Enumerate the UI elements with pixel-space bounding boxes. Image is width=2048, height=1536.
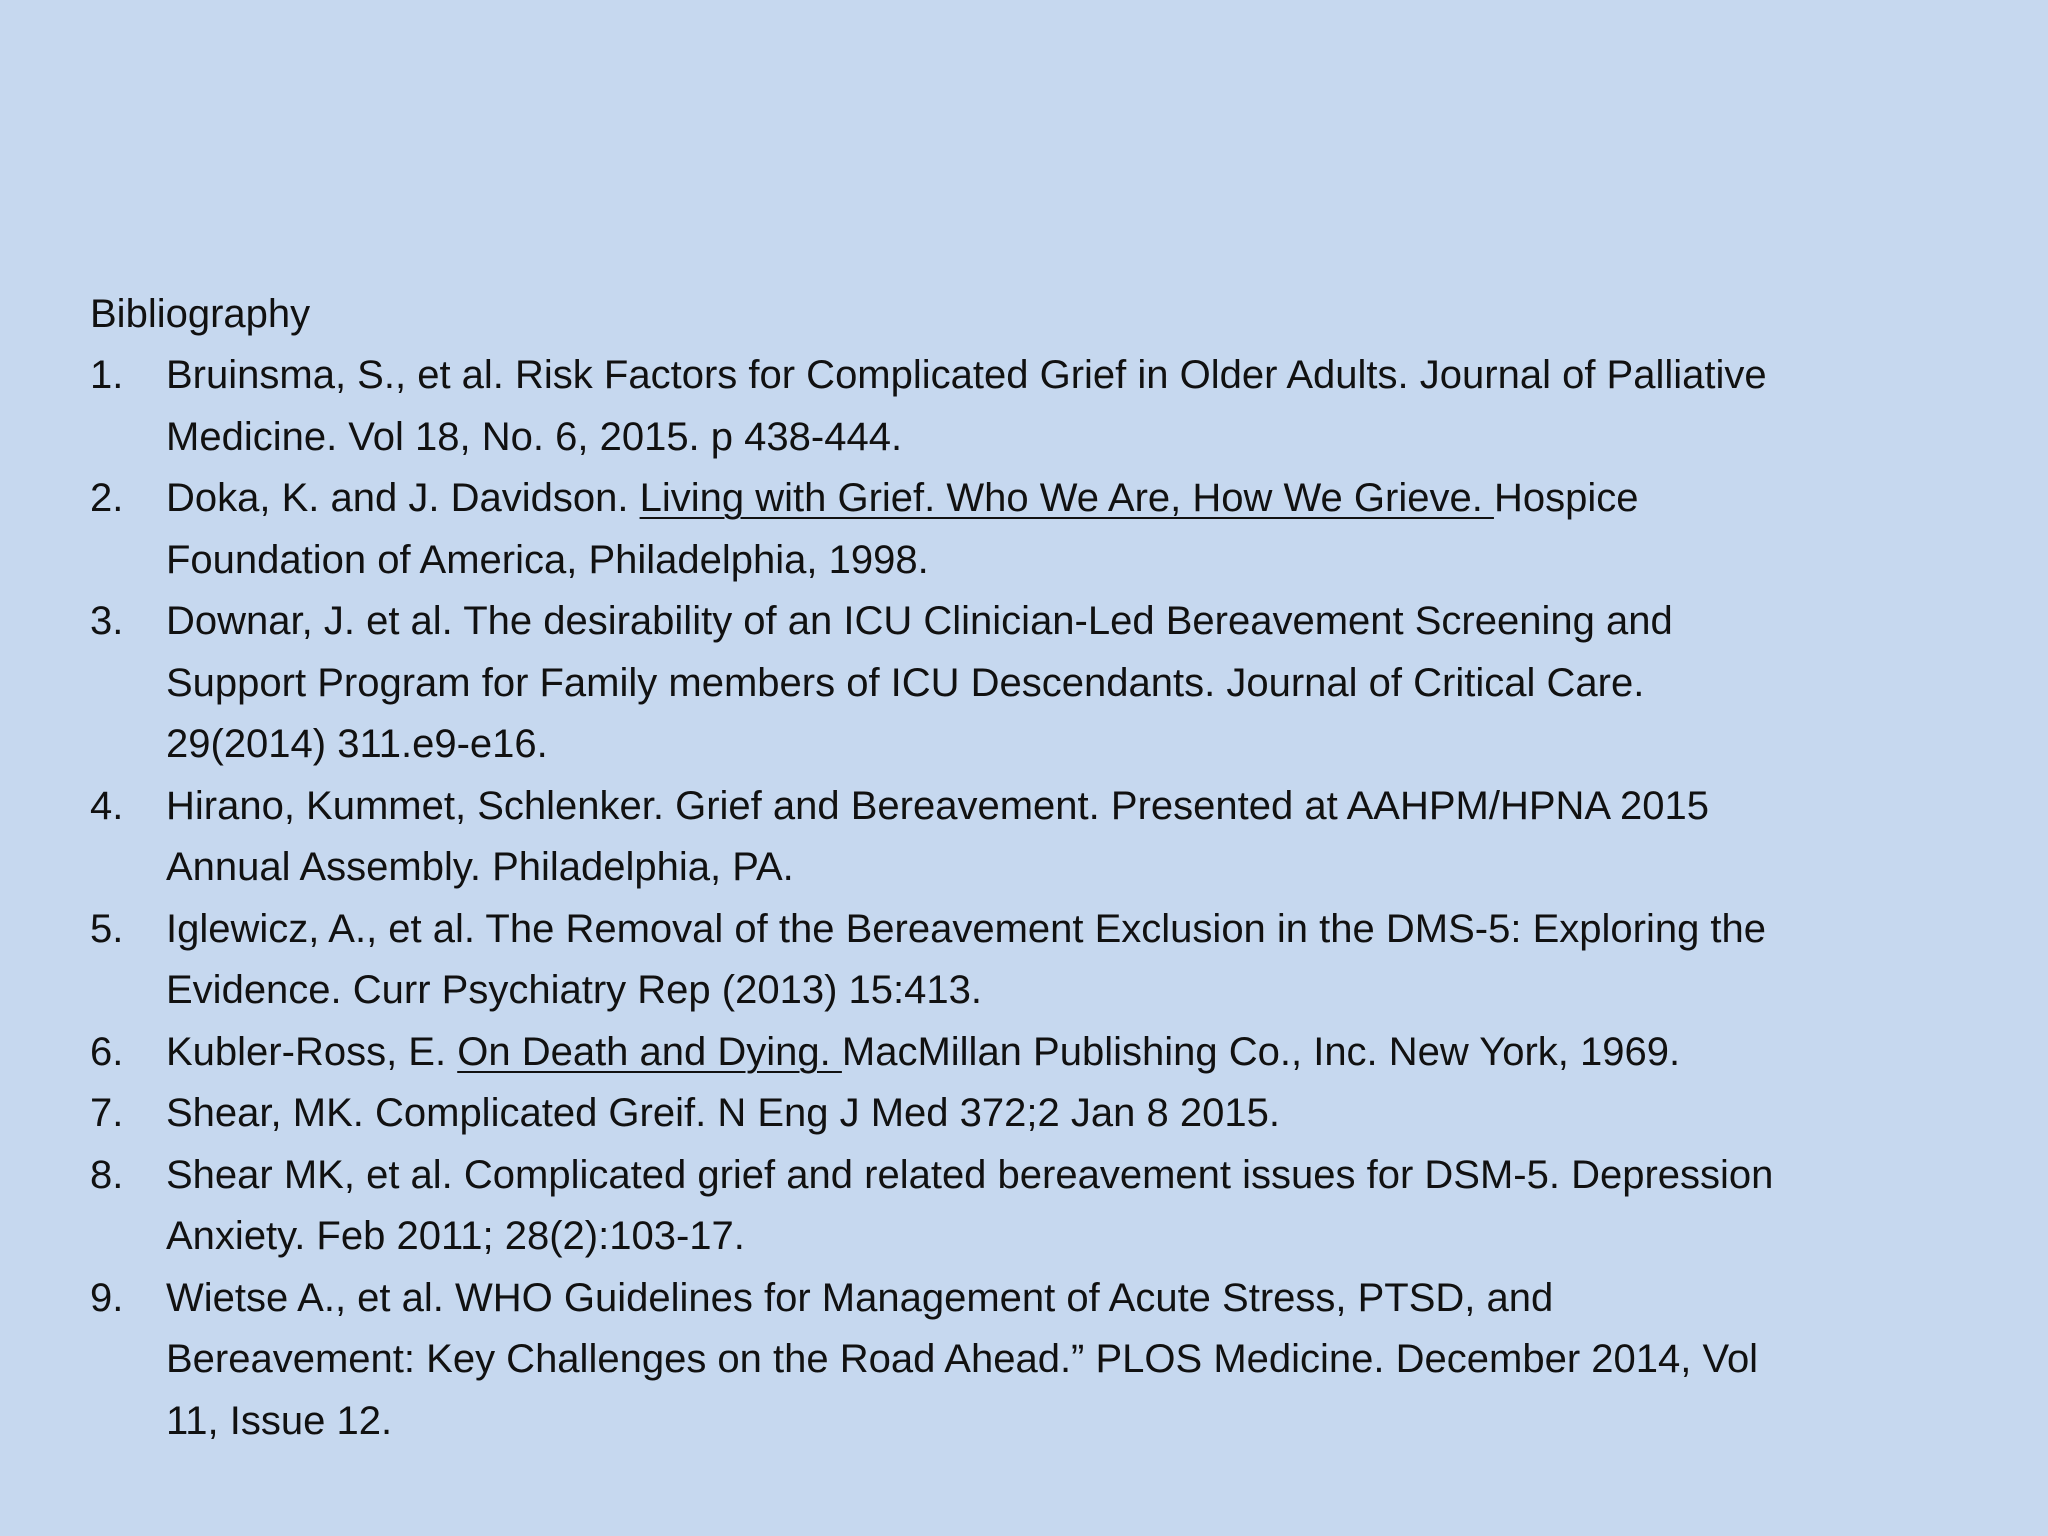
reference-line [166, 1329, 2030, 1391]
reference-item [90, 776, 2030, 899]
reference-item [90, 1083, 2030, 1145]
reference-line [166, 837, 2030, 899]
reference-line [166, 407, 2030, 469]
reference-text: 29(2014) 311.e9-e16. [166, 722, 548, 766]
reference-item [90, 468, 2030, 591]
reference-text: Doka, K. and J. Davidson. [166, 476, 640, 520]
reference-text: Iglewicz, A., et al. The Removal of the Bereavement Exclusion in the DMS-5: Exploring the [166, 906, 1767, 951]
reference-item [90, 1145, 2030, 1268]
reference-text: Bereavement: Key Challenges on the Road Ahead.” PLOS Medicine. December 2014, Vol [166, 1337, 1759, 1381]
reference-number: 4. [90, 783, 124, 828]
reference-text: Hospice [1493, 476, 1639, 520]
reference-text: Support Program for Family members of ICU Descendants. Journal of Critical Care. [166, 660, 1645, 705]
reference-text: Kubler-Ross, E. [166, 1029, 458, 1074]
reference-number: 5. [90, 906, 124, 951]
reference-book-title: On Death and Dying. [457, 1029, 842, 1074]
bibliography-content [90, 283, 2030, 1452]
reference-line [166, 1391, 2030, 1453]
reference-text: Hirano, Kummet, Schlenker. Grief and Bereavement. Presented at AAHPM/HPNA 2015 [166, 783, 1709, 828]
reference-text: Shear, MK. Complicated Greif. N Eng J Med 372;2 Jan 8 2015. [166, 1091, 1280, 1135]
reference-text: Evidence. Curr Psychiatry Rep (2013) 15:413. [166, 968, 982, 1012]
reference-line [166, 530, 2030, 592]
reference-text: Medicine. Vol 18, No. 6, 2015. p 438-444. [166, 414, 903, 459]
reference-item [90, 1268, 2030, 1453]
reference-number: 9. [90, 1275, 124, 1320]
reference-number: 8. [90, 1152, 124, 1197]
bibliography-heading: Bibliography [90, 292, 311, 336]
reference-line [166, 1268, 2030, 1330]
reference-text: Wietse A., et al. WHO Guidelines for Management of Acute Stress, PTSD, and [166, 1275, 1554, 1320]
reference-line [166, 1083, 2030, 1145]
reference-line [166, 776, 2030, 838]
reference-list [90, 345, 2030, 1452]
reference-line [166, 1145, 2030, 1207]
reference-number: 3. [90, 599, 124, 643]
reference-item [90, 591, 2030, 776]
reference-number: 6. [90, 1029, 124, 1074]
reference-item [90, 899, 2030, 1022]
reference-number: 7. [90, 1091, 124, 1135]
reference-number: 1. [90, 353, 124, 397]
reference-line [166, 714, 2030, 776]
reference-line [166, 1206, 2030, 1268]
reference-line [166, 468, 2030, 530]
reference-text: Bruinsma, S., et al. Risk Factors for Complicated Grief in Older Adults. Journal of Palliative [166, 353, 1767, 397]
reference-text: Downar, J. et al. The desirability of an ICU Clinician-Led Bereavement Screening and [166, 599, 1673, 643]
reference-number: 2. [90, 476, 124, 520]
reference-text: Foundation of America, Philadelphia, 1998. [166, 537, 929, 582]
reference-item [90, 345, 2030, 468]
reference-text: Shear MK, et al. Complicated grief and related bereavement issues for DSM-5. Depression [166, 1152, 1774, 1197]
reference-text: Anxiety. Feb 2011; 28(2):103-17. [166, 1214, 745, 1258]
reference-book-title: Living with Grief. Who We Are, How We Grieve. [639, 476, 1494, 520]
reference-text: Annual Assembly. Philadelphia, PA. [166, 845, 794, 889]
reference-line [166, 345, 2030, 407]
reference-line [166, 1022, 2030, 1084]
reference-line [166, 653, 2030, 715]
reference-line [166, 960, 2030, 1022]
reference-item [90, 1022, 2030, 1084]
reference-line [166, 899, 2030, 961]
reference-line [166, 591, 2030, 653]
reference-text: 11, Issue 12. [166, 1398, 393, 1443]
reference-text: MacMillan Publishing Co., Inc. New York, 1969. [841, 1029, 1681, 1074]
